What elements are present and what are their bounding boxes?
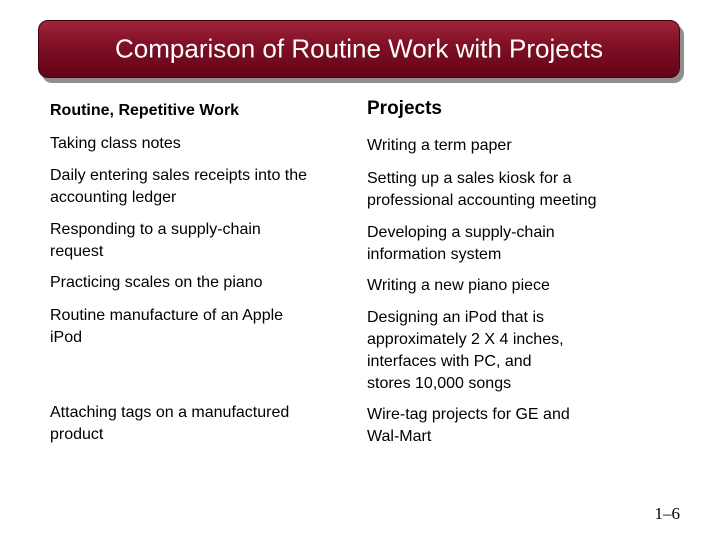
- routine-item-line: request: [50, 243, 104, 260]
- project-item: [367, 275, 550, 297]
- project-item: [367, 168, 596, 212]
- project-item-line: Wire-tag projects for GE and: [367, 406, 570, 423]
- project-item-line: professional accounting meeting: [367, 192, 597, 209]
- project-item-line: Designing an iPod that is: [367, 309, 544, 326]
- project-item-line: interfaces with PC, and: [367, 353, 532, 370]
- project-item-line: Setting up a sales kiosk for a: [367, 170, 572, 187]
- routine-item: [50, 219, 261, 263]
- routine-item: [50, 305, 283, 349]
- routine-item-line: Practicing scales on the piano: [50, 274, 263, 291]
- header-routine-work: Routine, Repetitive Work: [50, 102, 240, 119]
- project-item-line: approximately 2 X 4 inches,: [367, 331, 564, 348]
- routine-item: [50, 165, 307, 209]
- routine-item: [50, 402, 289, 446]
- routine-item-line: Attaching tags on a manufactured: [50, 404, 290, 421]
- routine-item-line: Daily entering sales receipts into the: [50, 167, 308, 184]
- project-item-line: stores 10,000 songs: [367, 375, 512, 392]
- project-item-line: information system: [367, 246, 502, 263]
- routine-item-line: iPod: [50, 329, 83, 346]
- project-item: [367, 135, 512, 157]
- slide-number: 1–6: [654, 504, 680, 523]
- routine-item: [50, 133, 181, 155]
- slide-title: Comparison of Routine Work with Projects: [115, 33, 603, 64]
- project-item-line: Developing a supply-chain: [367, 224, 555, 241]
- project-item-line: Writing a term paper: [367, 137, 512, 154]
- routine-item-line: Responding to a supply-chain: [50, 221, 261, 238]
- project-item-line: Writing a new piano piece: [367, 277, 550, 294]
- routine-item-line: product: [50, 426, 104, 443]
- title-banner: [38, 20, 680, 78]
- routine-item: [50, 272, 263, 294]
- project-item: [367, 222, 555, 266]
- routine-item-line: Routine manufacture of an Apple: [50, 307, 284, 324]
- project-item: [367, 307, 564, 395]
- routine-item-line: accounting ledger: [50, 189, 177, 206]
- project-item-line: Wal-Mart: [367, 428, 432, 445]
- header-projects: Projects: [367, 98, 442, 119]
- routine-item-line: Taking class notes: [50, 135, 181, 152]
- project-item: [367, 404, 570, 448]
